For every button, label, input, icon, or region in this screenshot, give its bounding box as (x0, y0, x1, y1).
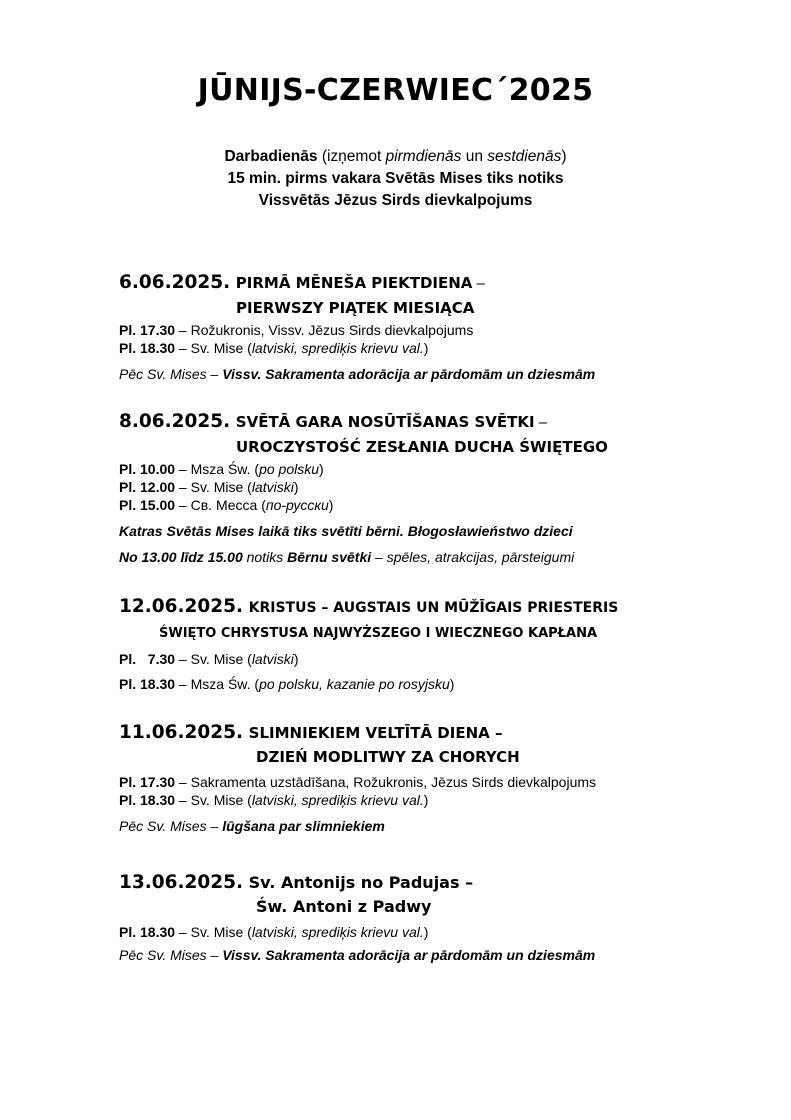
dash: – (472, 275, 485, 292)
section-subtitle (256, 895, 769, 919)
schedule-time: Pl. 15.00 (119, 497, 176, 513)
schedule-row (119, 478, 769, 496)
schedule-time: Pl. 18.30 (119, 924, 176, 940)
schedule-text: – Sv. Mise ( (175, 924, 252, 940)
section-title-lv: PIRMĀ MĒNEŠA PIEKTDIENA (235, 274, 473, 292)
schedule-language: latviski (251, 651, 294, 667)
section-title-lv: SLIMNIEKIEM VELTĪTĀ DIENA – (248, 724, 503, 742)
section-title-lv: Sv. Antonijs no Padujas – (248, 873, 474, 892)
section-note (119, 522, 769, 540)
section-title-pl: UROCZYSTOŚĆ ZESŁANIA DUCHA ŚWIĘTEGO (236, 438, 608, 456)
schedule-text: – Msza Św. ( (175, 676, 260, 692)
section-title-lv: KRISTUS – AUGSTAIS UN MŪŽĪGAIS PRIESTERIS (248, 600, 619, 616)
section-date: 12.06.2025. (119, 596, 244, 617)
section-note (119, 365, 769, 383)
schedule-text: ) (423, 340, 429, 356)
section-heading (119, 871, 769, 895)
schedule-text: – Sv. Mise ( (175, 651, 252, 667)
section-sick-day (119, 721, 769, 835)
schedule-text: ) (423, 792, 429, 808)
note-emphasis: Vissv. Sakramenta adorācija ar pārdomām un dziesmām (222, 947, 596, 963)
note-text: Pēc Sv. Mises – (119, 947, 223, 963)
note-text: Pēc Sv. Mises – (119, 818, 223, 834)
section-pentecost (119, 410, 769, 566)
schedule-time: Pl. 10.00 (119, 461, 176, 477)
section-title-pl: ŚWIĘTO CHRYSTUSA NAJWYŻSZEGO I WIECZNEGO KAPŁANA (159, 626, 598, 641)
schedule-row (119, 923, 769, 941)
note-text: – spēles, atrakcijas, pārsteigumi (371, 549, 575, 565)
schedule-time: Pl. 17.30 (119, 774, 176, 790)
schedule-language: latviski (251, 479, 294, 495)
schedule-row (119, 460, 769, 478)
schedule-text: – Rožukronis, Vissv. Jēzus Sirds dievkalpojums (175, 322, 474, 338)
note-emphasis: Katras Svētās Mises laikā tiks svētīti bērni. Błogosławieństwo dzieci (119, 523, 573, 539)
intro-line-2 (0, 168, 791, 190)
note-emphasis: No 13.00 līdz 15.00 (119, 549, 243, 565)
schedule-text: – Sakramenta uzstādīšana, Rožukronis, Jēzus Sirds dievkalpojums (175, 774, 597, 790)
schedule-text: ) (293, 651, 299, 667)
section-date: 13.06.2025. (119, 872, 244, 893)
note-text: Pēc Sv. Mises – (119, 366, 223, 382)
schedule-text: ) (423, 924, 429, 940)
intro-block (0, 146, 791, 212)
intro-line-1 (0, 146, 791, 168)
schedule-text: ) (293, 479, 299, 495)
schedule-row (119, 773, 769, 791)
schedule-row (119, 791, 769, 809)
section-heading (119, 271, 769, 296)
page-title: JŪNIJS-CZERWIEC´2025 (197, 73, 594, 108)
schedule-language: latviski, sprediķis krievu val. (251, 340, 424, 356)
schedule-text: – Sv. Mise ( (175, 479, 252, 495)
section-title-pl: Św. Antoni z Padwy (256, 897, 432, 916)
intro-monday: pirmdienās (385, 148, 462, 165)
section-note (119, 817, 769, 835)
intro-text: Vissvētās Jēzus Sirds dievkalpojums (258, 192, 533, 209)
intro-weekdays: Darbadienās (224, 148, 318, 165)
section-title-lv: SVĒTĀ GARA NOSŪTĪŠANAS SVĒTKI (235, 413, 535, 431)
intro-saturday: sestdienās (487, 148, 562, 165)
schedule-text: – Sv. Mise ( (175, 340, 252, 356)
schedule-text: ) (319, 461, 324, 477)
schedule-time: Pl. 12.00 (119, 479, 176, 495)
schedule-text: – Sv. Mise ( (175, 792, 252, 808)
section-subtitle (236, 296, 769, 320)
section-first-friday (119, 271, 769, 383)
schedule-language: latviski, sprediķis krievu val. (251, 792, 424, 808)
intro-text: un (461, 148, 488, 165)
section-title-pl: DZIEŃ MODLITWY ZA CHORYCH (256, 748, 520, 766)
section-st-anthony (119, 871, 769, 964)
section-subtitle (159, 620, 769, 646)
schedule-language: по-русски (265, 497, 329, 513)
schedule-time: Pl. 7.30 (119, 651, 176, 667)
schedule-time: Pl. 18.30 (119, 340, 176, 356)
schedule-text: – Msza Św. ( (175, 461, 260, 477)
section-subtitle (236, 435, 769, 459)
section-note (119, 946, 769, 964)
schedule-row (119, 675, 769, 693)
schedule-row (119, 339, 769, 357)
section-heading (119, 721, 769, 745)
note-emphasis: Bērnu svētki (287, 549, 372, 565)
section-heading (119, 410, 769, 435)
intro-text: 15 min. pirms vakara Svētās Mises tiks notiks (227, 170, 564, 187)
note-emphasis: lūgšana par slimniekiem (222, 818, 385, 834)
section-date: 6.06.2025. (119, 272, 231, 293)
intro-line-3 (0, 190, 791, 212)
schedule-language: po polsku, kazanie po rosyjsku (259, 676, 450, 692)
schedule-text: ) (449, 676, 455, 692)
schedule-row (119, 650, 769, 668)
section-subtitle (256, 745, 769, 769)
schedule-language: latviski, sprediķis krievu val. (251, 924, 424, 940)
schedule-text: – Св. Месса ( (175, 497, 266, 513)
section-heading (119, 595, 769, 620)
schedule-row (119, 321, 769, 339)
schedule-language: po polsku (259, 461, 320, 477)
schedule-time: Pl. 18.30 (119, 792, 176, 808)
schedule-row (119, 496, 769, 514)
note-emphasis: Vissv. Sakramenta adorācija ar pārdomām un dziesmām (222, 366, 596, 382)
intro-text: ) (561, 148, 567, 165)
dash: – (534, 414, 548, 431)
section-date: 11.06.2025. (119, 722, 244, 743)
schedule-text: ) (328, 497, 334, 513)
section-title-pl: PIERWSZY PIĄTEK MIESIĄCA (236, 299, 475, 317)
intro-text: (izņemot (317, 148, 386, 165)
section-date: 8.06.2025. (119, 411, 231, 432)
section-christ-priest (119, 595, 769, 693)
schedule-time: Pl. 18.30 (119, 676, 176, 692)
schedule-time: Pl. 17.30 (119, 322, 176, 338)
section-note (119, 548, 769, 566)
note-text: notiks (242, 549, 288, 565)
